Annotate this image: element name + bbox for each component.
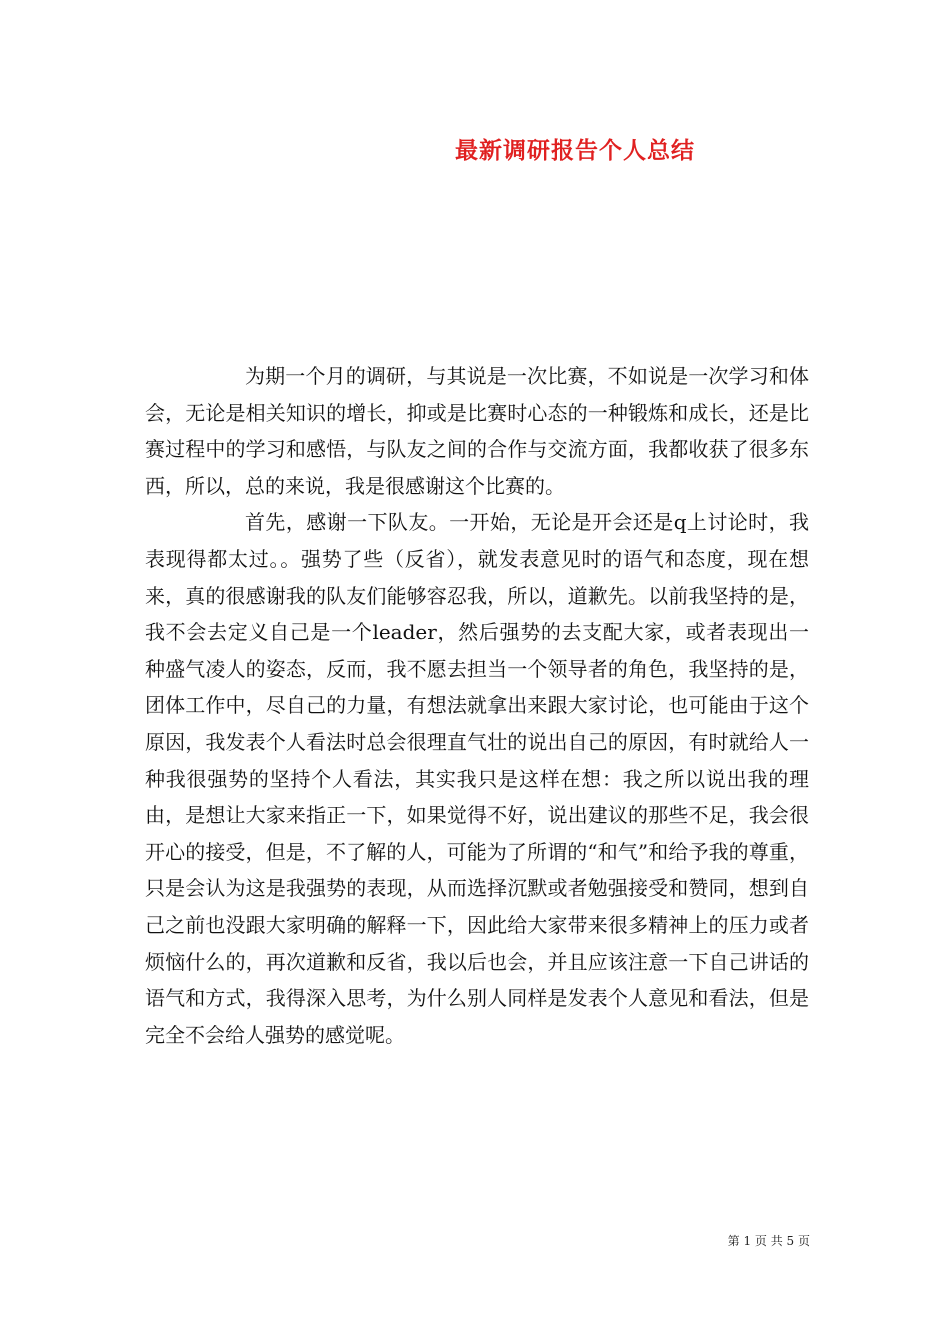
document-title: 最新调研报告个人总结: [455, 137, 695, 164]
page-number: 第 1 页 共 5 页: [727, 1234, 810, 1248]
paragraph-2: 首先，感谢一下队友。一开始，无论是开会还是q上讨论时，我表现得都太过。。强势了些（反省），就发表意见时的语气和态度，现在想来，真的很感谢我的队友们能够容忍我，所以，道歉先。以前我坚持的是，我不会去定义自己是一个leader，然后强势的去支配大家，或者表现出一种盛气凌人的姿态，反而，我不愿去担当一个领导者的角色，我坚持的是，团体工作中，尽自己的力量，有想法就拿出来跟大家讨论，也可能由于这个原因，我发表个人看法时总会很理直气壮的说出自己的原因，有时就给人一种我很强势的坚持个人看法，其实我只是这样在想：我之所以说出我的理由，是想让大家来指正一下，如果觉得不好，说出建议的那些不足，我会很开心的接受，但是，不了解的人，可能为了所谓的“和气”和给予我的尊重，只是会认为这是我强势的表现，从而选择沉默或者勉强接受和赞同，想到自己之前也没跟大家明确的解释一下，因此给大家带来很多精神上的压力或者烦恼什么的，再次道歉和反省，我以后也会，并且应该注意一下自己讲话的语气和方式，我得深入思考，为什么别人同样是发表个人意见和看法，但是完全不会给人强势的感觉呢。: [145, 510, 809, 1047]
document-body: [145, 358, 809, 1053]
paragraph-1: 为期一个月的调研，与其说是一次比赛，不如说是一次学习和体会，无论是相关知识的增长，抑或是比赛时心态的一种锻炼和成长，还是比赛过程中的学习和感悟，与队友之间的合作与交流方面，我都收获了很多东西，所以，总的来说，我是很感谢这个比赛的。: [145, 364, 809, 498]
